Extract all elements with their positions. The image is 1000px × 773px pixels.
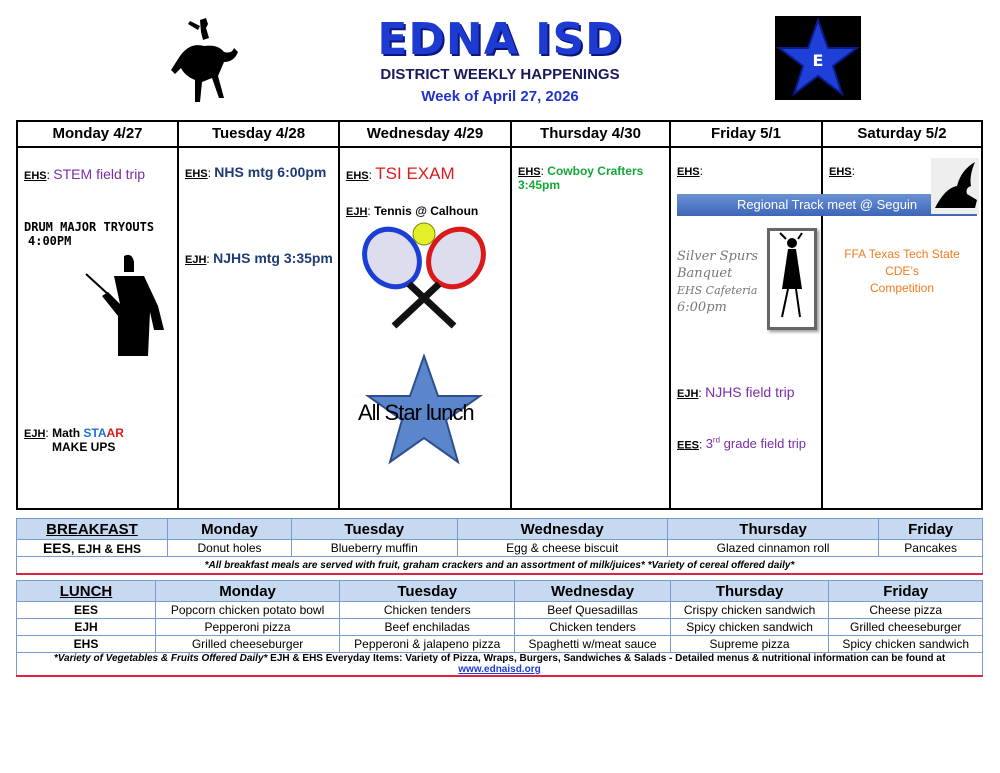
- table-cell: Pancakes: [879, 540, 983, 557]
- day-header: Tuesday 4/28: [179, 122, 338, 148]
- col-header: Thursday: [670, 581, 829, 602]
- event-item: EJH: NJHS field trip: [677, 384, 795, 400]
- table-row: [17, 636, 983, 653]
- page-subtitle: DISTRICT WEEKLY HAPPENINGS: [380, 66, 620, 83]
- col-header: Thursday: [667, 519, 878, 540]
- table-cell: Spicy chicken sandwich: [670, 619, 829, 636]
- logo-letter: E: [812, 51, 824, 70]
- day-column-wednesday: [340, 122, 512, 508]
- event-item: EHS:: [677, 164, 703, 178]
- table-cell: Beef Quesadillas: [515, 602, 670, 619]
- lunch-label: LUNCH: [17, 581, 156, 602]
- table-cell: Spaghetti w/meat sauce: [515, 636, 670, 653]
- event-item: EJH: NJHS mtg 3:35pm: [185, 250, 333, 266]
- day-header: Monday 4/27: [18, 122, 177, 148]
- track-meet-banner: Regional Track meet @ Seguin: [677, 194, 977, 216]
- drum-major-icon: [84, 250, 174, 362]
- day-header: Saturday 5/2: [823, 122, 981, 148]
- week-label: Week of April 27, 2026: [421, 88, 579, 105]
- table-cell: Pepperoni pizza: [156, 619, 340, 636]
- event-item: EHS: TSI EXAM: [346, 164, 455, 183]
- row-label: EHS: [17, 636, 156, 653]
- table-row: [17, 602, 983, 619]
- row-label: EJH: [17, 619, 156, 636]
- table-cell: Cheese pizza: [829, 602, 983, 619]
- col-header: Friday: [829, 581, 983, 602]
- row-label: EES, EJH & EHS: [17, 540, 168, 557]
- breakfast-note: *All breakfast meals are served with fruit, graham crackers and an assortment of milk/juices* *Variety of cereal offered daily*: [17, 557, 983, 575]
- weekly-calendar: [16, 120, 983, 510]
- table-cell: Egg & cheese biscuit: [457, 540, 667, 557]
- event-item: EHS: Cowboy Crafters 3:45pm: [518, 164, 644, 192]
- table-cell: Glazed cinnamon roll: [667, 540, 878, 557]
- table-cell: Pepperoni & jalapeno pizza: [340, 636, 515, 653]
- table-cell: Supreme pizza: [670, 636, 829, 653]
- ffa-event: FFA Texas Tech State CDE’s Competition: [844, 247, 960, 295]
- breakfast-label: BREAKFAST: [17, 519, 168, 540]
- event-item: DRUM MAJOR TRYOUTS 4:00PM: [24, 220, 155, 248]
- district-title: EDNA ISD: [377, 14, 623, 65]
- table-cell: Grilled cheeseburger: [156, 636, 340, 653]
- breakfast-table: [16, 518, 983, 575]
- all-star-lunch-label: All Star lunch: [358, 400, 474, 425]
- table-cell: Donut holes: [168, 540, 292, 557]
- day-column-tuesday: [179, 122, 340, 508]
- day-header: Thursday 4/30: [512, 122, 669, 148]
- table-cell: Blueberry muffin: [292, 540, 458, 557]
- day-header: Friday 5/1: [671, 122, 821, 148]
- event-item: EJH: Math STAAR MAKE UPS: [24, 426, 124, 454]
- event-item: EHS: STEM field trip: [24, 166, 146, 182]
- dancer-icon: [767, 228, 817, 330]
- day-column-thursday: [512, 122, 671, 508]
- table-cell: Chicken tenders: [340, 602, 515, 619]
- row-label: EES: [17, 602, 156, 619]
- event-item: EES: 3rd grade field trip: [677, 436, 807, 452]
- tennis-rackets-icon: [354, 222, 494, 332]
- table-row: [17, 619, 983, 636]
- table-cell: Grilled cheeseburger: [829, 619, 983, 636]
- bronco-rider-logo: [170, 16, 240, 108]
- table-row: [17, 540, 983, 557]
- event-item: EHS:: [829, 164, 855, 178]
- col-header: Monday: [168, 519, 292, 540]
- lunch-note: *Variety of Vegetables & Fruits Offered Daily* EJH & EHS Everyday Items: Variety of Pizza, Wraps, Burgers, Sandwiches & Salads - Detailed menus & nutritional information can be found at www.ednaisd.org: [17, 653, 983, 677]
- star-logo: [775, 16, 861, 100]
- lunch-table: [16, 580, 983, 677]
- col-header: Friday: [879, 519, 983, 540]
- col-header: Monday: [156, 581, 340, 602]
- col-header: Tuesday: [340, 581, 515, 602]
- district-website-link[interactable]: www.ednaisd.org: [458, 664, 541, 675]
- col-header: Wednesday: [457, 519, 667, 540]
- day-header: Wednesday 4/29: [340, 122, 510, 148]
- banquet-event: Silver Spurs Banquet EHS Cafeteria 6:00pm: [677, 249, 759, 315]
- event-item: EJH: Tennis @ Calhoun: [346, 204, 479, 218]
- table-cell: Crispy chicken sandwich: [670, 602, 829, 619]
- winged-shoe-icon: [931, 158, 979, 214]
- table-cell: Popcorn chicken potato bowl: [156, 602, 340, 619]
- day-column-monday: [18, 122, 179, 508]
- table-cell: Beef enchiladas: [340, 619, 515, 636]
- day-column-saturday: [823, 122, 981, 508]
- table-cell: Spicy chicken sandwich: [829, 636, 983, 653]
- table-cell: Chicken tenders: [515, 619, 670, 636]
- col-header: Tuesday: [292, 519, 458, 540]
- event-item: EHS: NHS mtg 6:00pm: [185, 164, 327, 180]
- col-header: Wednesday: [515, 581, 670, 602]
